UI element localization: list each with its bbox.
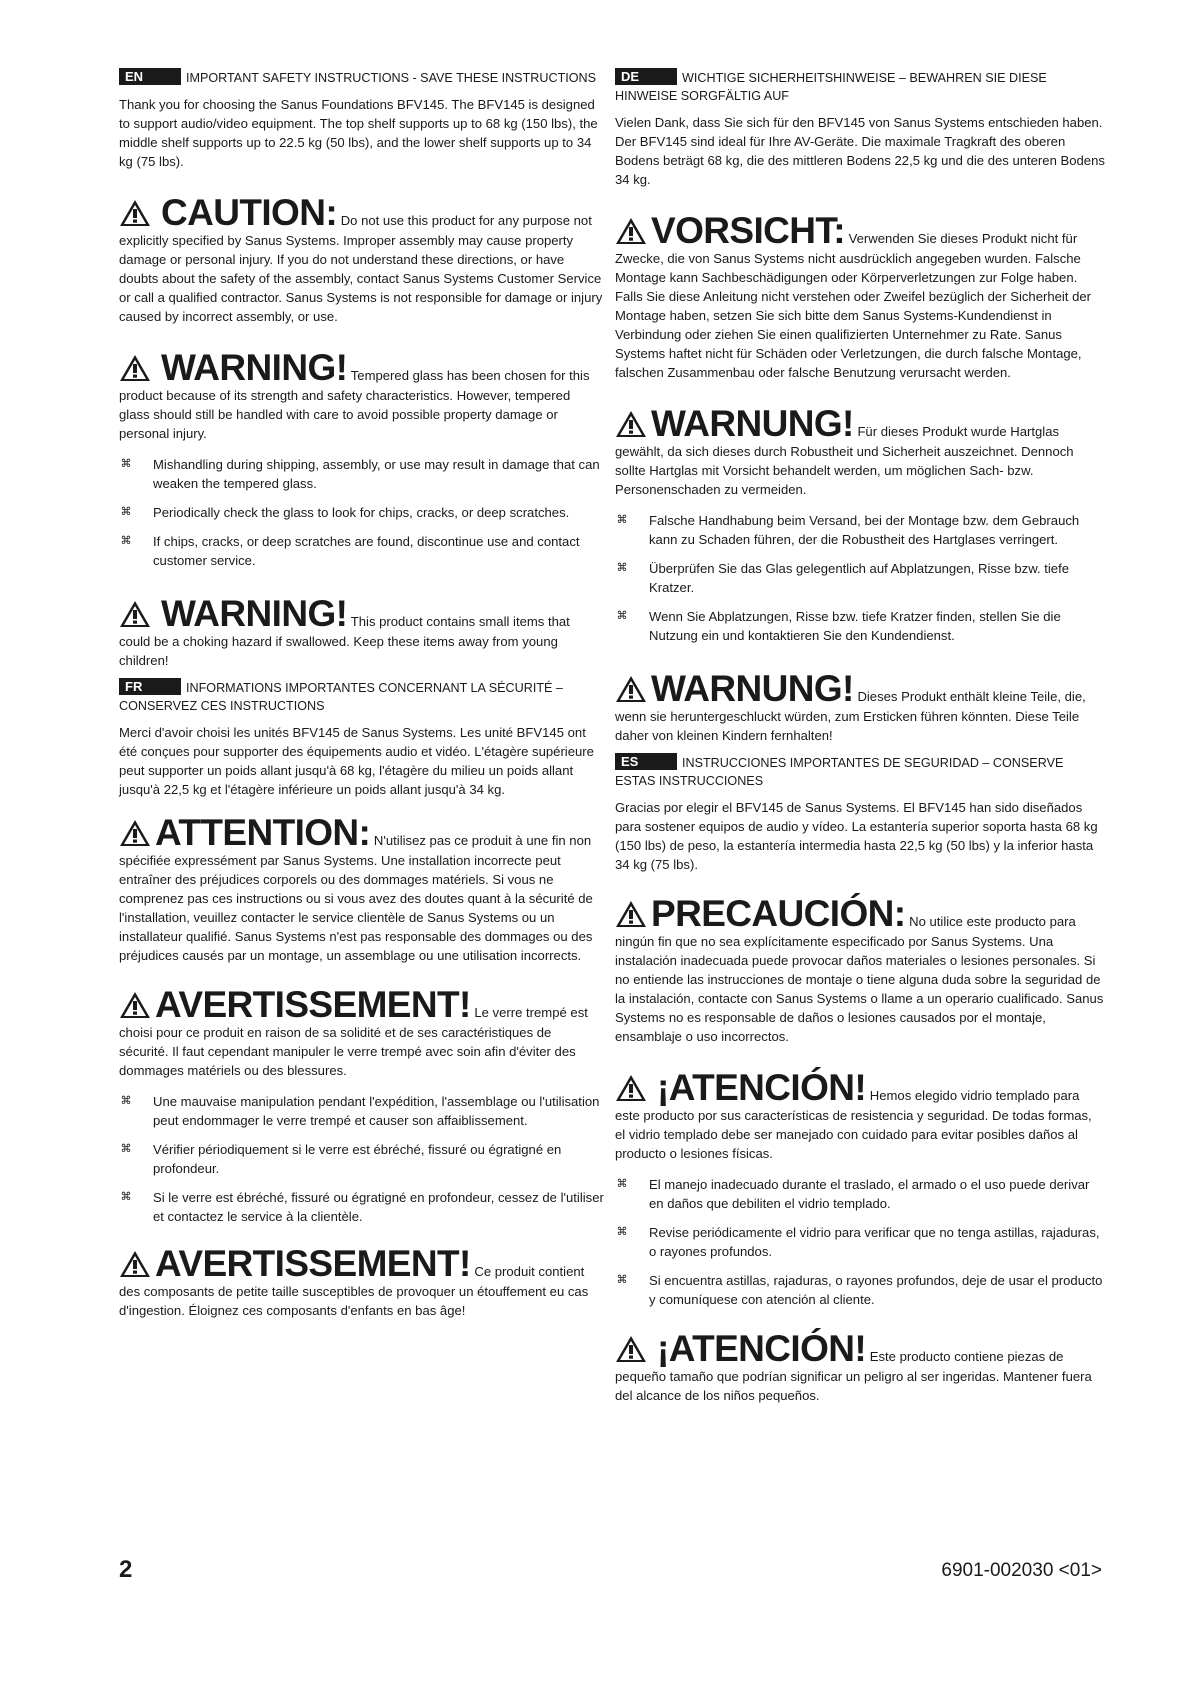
de-caution-text: Verwenden Sie dieses Produkt nicht für Zwecke, die von Sanus Systems nicht ausdrücklich angegeben wurden. Falsche Montage kann Sachbeschädigungen oder Körperverletzungen zur Folge haben. Falls Sie diese Anleitung nicht verstehen oder Zweifel bezüglich der Sicherheit der Montage haben, setzen Sie sich bitte dem Sanus Systems-Kundendienst in Verbindung oder ziehen Sie einen qualifizierten Unternehmer zu Rate. Sanus Systems haftet nicht für Schäden oder Verletzungen, die durch falsche Montage, falschen Zusammenbau oder falsche Benutzung verursacht werden. [615,231,1092,380]
list-item: ⌘ Si encuentra astillas, rajaduras, o rayones profundos, deje de usar el producto y comuníquese con atención al cliente. [616,1273,1103,1307]
es-heading [615,753,1105,790]
en-warning-glass [119,347,604,443]
list-item: ⌘ Vérifier périodiquement si le verre est ébréché, fissuré ou égratigné en profondeur. [120,1142,562,1176]
cross-bullet-icon: ⌘ [120,458,132,470]
warning-triangle-icon [615,1074,647,1102]
page-number: 2 [119,1556,133,1583]
list-item: ⌘ El manejo inadecuado durante el traslado, el armado o el uso puede derivar en daños que debiliten el vidrio templado. [616,1177,1090,1211]
es-heading-text: INSTRUCCIONES IMPORTANTES DE SEGURIDAD – CONSERVE ESTAS INSTRUCCIONES [615,756,1064,788]
de-warning2-title: WARNUNG! [651,668,854,709]
warning-triangle-icon [615,410,647,438]
es-intro: Gracias por elegir el BFV145 de Sanus Systems. El BFV145 han sido diseñados para sostener equipos de audio y vídeo. La estantería superior soporta hasta 68 kg (150 lbs) de peso, la estantería intermedia hasta 22,5 kg (50 lbs) y la inferior hasta 34 kg (75 lbs). [615,800,1098,872]
en-bullet-list [119,455,604,570]
es-caution-text: No utilice este producto para ningún fin que no sea explícitamente especificado por Sanus Systems. Una instalación inadecuada puede provocar daños materiales o lesiones personales. Si no entiende las instrucciones de montaje o tiene alguna duda sobre la seguridad de la instalación, contacte con Sanus Systems o llame a un operario cualificado. Sanus Systems no es responsable de daños o lesiones causados por el montaje, ensamblaje o uso incorrectos. [615,914,1104,1044]
de-caution-title: VORSICHT: [651,210,845,251]
fr-badge: FR [119,678,181,695]
warning-triangle-icon [615,1335,647,1363]
warning-triangle-icon [119,1250,151,1278]
cross-bullet-icon: ⌘ [120,506,132,518]
cross-bullet-icon: ⌘ [120,1191,132,1203]
de-bullet-list [615,511,1105,645]
list-item: ⌘ Überprüfen Sie das Glas gelegentlich auf Abplatzungen, Risse bzw. tiefe Kratzer. [616,561,1069,595]
de-intro: Vielen Dank, dass Sie sich für den BFV145 von Sanus Systems entschieden haben. Der BFV145 sind ideal für Ihre AV-Geräte. Die maximale Tragkraft des oberen Bodens beträgt 68 kg, die des mittleren Bodens 22,5 kg und die des unteren Bodens 34 kg. [615,115,1105,187]
cross-bullet-icon: ⌘ [120,1095,132,1107]
fr-bullet-list [119,1092,604,1226]
cross-bullet-icon: ⌘ [120,535,132,547]
fr-heading [119,678,604,715]
warning-triangle-icon [119,600,151,628]
de-warning2-text: Dieses Produkt enthält kleine Teile, die, wenn sie heruntergeschluckt würden, zum Ersticken führen könnten. Diese Teile daher von kleinen Kindern fernhalten! [615,689,1086,743]
warning-triangle-icon [615,217,647,245]
list-item: ⌘ Une mauvaise manipulation pendant l'expédition, l'assemblage ou l'utilisation peut endommager le verre trempé et causer son affaiblissement. [120,1094,600,1128]
cross-bullet-icon: ⌘ [616,514,628,526]
right-column [615,68,1105,1419]
de-caution [615,210,1105,382]
document-code: 6901-002030 <01> [941,1560,1102,1581]
cross-bullet-icon: ⌘ [616,610,628,622]
fr-caution-text: N'utilisez pas ce produit à une fin non spécifiée expressément par Sanus Systems. Une installation incorrecte peut entraîner des préjudices corporels ou des dommages matériels. Si vous ne comprenez pas ces instructions ou si vous avez des doutes quant à la sécurité de l'installation, veuillez contacter le service clientèle de Sanus Systems ou un installateur qualifié. Sanus Systems n'est pas responsable des dommages ou des préjudices causés par un montage, un assemblage ou une utilisation incorrects. [119,833,593,963]
list-item: ⌘ If chips, cracks, or deep scratches are found, discontinue use and contact customer service. [120,534,580,568]
es-warning1-title: ¡ATENCIÓN! [657,1067,867,1108]
en-caution-title: CAUTION: [161,192,338,233]
en-warning1-text: Tempered glass has been chosen for this product because of its strength and safety characteristics. However, tempered glass should still be handled with care to avoid possible property damage or personal injury. [119,368,590,441]
fr-caution [119,812,604,965]
es-warning2-title: ¡ATENCIÓN! [657,1328,867,1369]
fr-warning2-text: Ce produit contient des composants de petite taille susceptibles de provoquer un étouffement eu cas d'ingestion. Éloignez ces composants d'enfants en bas âge! [119,1264,589,1318]
de-heading-text: WICHTIGE SICHERHEITSHINWEISE – BEWAHREN SIE DIESE HINWEISE SORGFÄLTIG AUF [615,71,1047,103]
es-badge: ES [615,753,677,770]
fr-heading-text: INFORMATIONS IMPORTANTES CONCERNANT LA SÉCURITÉ – CONSERVEZ CES INSTRUCTIONS [119,681,563,713]
en-heading [119,68,604,87]
fr-warning-glass [119,984,604,1080]
list-item: ⌘ Mishandling during shipping, assembly, or use may result in damage that can weaken the tempered glass. [120,457,600,491]
de-warning1-text: Für dieses Produkt wurde Hartglas gewählt, da sich dieses durch Robustheit und Sicherheit auszeichnet. Dennoch sollte Hartglas mit Vorsicht behandelt werden, um möglichen Sach- bzw. Personenschaden zu vermeiden. [615,424,1074,497]
warning-triangle-icon [615,675,647,703]
es-warning1-text: Hemos elegido vidrio templado para este producto por sus características de resistencia y seguridad. De todas formas, el vidrio templado debe ser manejado con cuidado para evitar posibles daños al producto o lesiones físicas. [615,1088,1092,1161]
cross-bullet-icon: ⌘ [616,1274,628,1286]
es-bullet-list [615,1175,1105,1309]
en-warning2-title: WARNING! [161,593,348,634]
en-caution [119,192,604,326]
left-column [119,68,604,1334]
en-warning1-title: WARNING! [161,347,348,388]
cross-bullet-icon: ⌘ [616,1178,628,1190]
es-warning-glass [615,1067,1105,1163]
en-intro: Thank you for choosing the Sanus Foundations BFV145. The BFV145 is designed to support audio/video equipment. The top shelf supports up to 68 kg (150 lbs), the middle shelf supports up to 22.5 kg (50 lbs), and the lower shelf supports up to 34 kg (75 lbs). [119,97,598,169]
es-warning-small-items [615,1328,1105,1405]
warning-triangle-icon [119,199,151,227]
list-item: ⌘ Revise periódicamente el vidrio para verificar que no tenga astillas, rajaduras, o rayones profundos. [616,1225,1100,1259]
warning-triangle-icon [119,991,151,1019]
en-warning-small-items [119,593,604,670]
de-badge: DE [615,68,677,85]
en-badge: EN [119,68,181,85]
en-heading-text: IMPORTANT SAFETY INSTRUCTIONS - SAVE THESE INSTRUCTIONS [186,71,597,85]
fr-warning1-title: AVERTISSEMENT! [155,984,471,1025]
cross-bullet-icon: ⌘ [120,1143,132,1155]
en-caution-text: Do not use this product for any purpose not explicitly specified by Sanus Systems. Improper assembly may cause property damage or personal injury. If you do not understand these directions, or have doubts about the safety of the assembly, contact Sanus Systems Customer Service or call a qualified contractor. Sanus Systems is not responsible for damage or injury caused by incorrect assembly, or use. [119,213,603,324]
fr-warning1-text: Le verre trempé est choisi pour ce produit en raison de sa solidité et de ses caractéristiques de sécurité. Il faut cependant manipuler le verre trempé avec soin afin d'éviter des dommages matériels ou des blessures. [119,1005,588,1078]
warning-triangle-icon [119,354,151,382]
de-warning-glass [615,403,1105,499]
de-warning1-title: WARNUNG! [651,403,854,444]
es-warning2-text: Este producto contiene piezas de pequeño tamaño que podrían significar un peligro al ser ingeridas. Mantener fuera del alcance de los niños pequeños. [615,1349,1092,1403]
warning-triangle-icon [119,819,151,847]
list-item: ⌘ Periodically check the glass to look for chips, cracks, or deep scratches. [120,505,570,520]
de-heading [615,68,1105,105]
es-caution [615,893,1105,1046]
list-item: ⌘ Falsche Handhabung beim Versand, bei der Montage bzw. dem Gebrauch kann zu Schaden führen, der die Robustheit des Hartglases verringert. [616,513,1080,547]
list-item: ⌘ Wenn Sie Abplatzungen, Risse bzw. tiefe Kratzer finden, stellen Sie die Nutzung ein und kontaktieren Sie den Kundendienst. [616,609,1061,643]
fr-intro: Merci d'avoir choisi les unités BFV145 de Sanus Systems. Les unité BFV145 ont été conçues pour supporter des équipements audio et vidéo. L'étagère supérieure peut supporter un poids allant jusqu'à 68 kg, l'étagère du milieu un poids allant jusqu'à 22,5 kg et l'étagère inférieure un poids allant jusqu'à 34 kg. [119,725,594,797]
fr-warning-small-items [119,1243,604,1320]
warning-triangle-icon [615,900,647,928]
de-warning-small-items [615,668,1105,745]
cross-bullet-icon: ⌘ [616,562,628,574]
fr-warning2-title: AVERTISSEMENT! [155,1243,471,1284]
es-caution-title: PRECAUCIÓN: [651,893,906,934]
list-item: ⌘ Si le verre est ébréché, fissuré ou égratigné en profondeur, cessez de l'utiliser et contactez le service à la clientèle. [120,1190,604,1224]
cross-bullet-icon: ⌘ [616,1226,628,1238]
fr-caution-title: ATTENTION: [155,812,371,853]
en-warning2-text: This product contains small items that could be a choking hazard if swallowed. Keep these items away from young children! [119,614,570,668]
